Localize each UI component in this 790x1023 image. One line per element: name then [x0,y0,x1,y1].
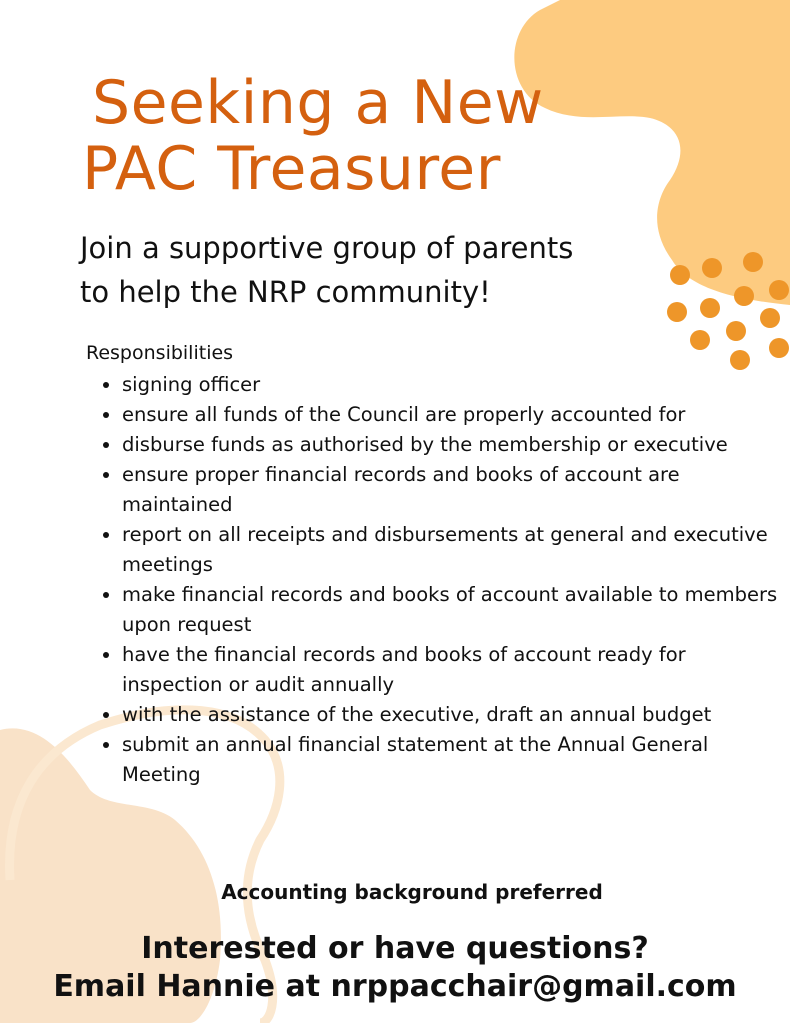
responsibilities-heading: Responsibilities [86,342,234,364]
page-title [82,70,544,202]
list-item: • signing officer [122,370,782,400]
contact-info [0,930,790,1006]
subtitle-line-1: Join a supportive group of parents [80,231,574,265]
contact-line-1: Interested or have questions? [141,931,649,966]
list-item: • ensure proper financial records and books of account are maintained [122,460,782,520]
list-item: • have the financial records and books of account ready for inspection or audit annually [122,640,782,700]
list-item: • with the assistance of the executive, draft an annual budget [122,700,782,730]
contact-line-2: Email Hannie at nrppacchair@gmail.com [53,969,737,1004]
list-item: • report on all receipts and disbursements at general and executive meetings [122,520,782,580]
list-item: • disburse funds as authorised by the membership or executive [122,430,782,460]
list-item: • submit an annual financial statement at the Annual General Meeting [122,730,782,790]
list-item: • ensure all funds of the Council are properly accounted for [122,400,782,430]
title-line-1: Seeking a New [92,68,544,138]
subtitle [80,226,573,314]
title-line-2: PAC Treasurer [82,134,501,204]
subtitle-line-2: to help the NRP community! [80,275,491,309]
responsibilities-list [100,370,782,790]
preferred-note: Accounting background preferred [221,880,603,904]
list-item: • make financial records and books of account available to members upon request [122,580,782,640]
